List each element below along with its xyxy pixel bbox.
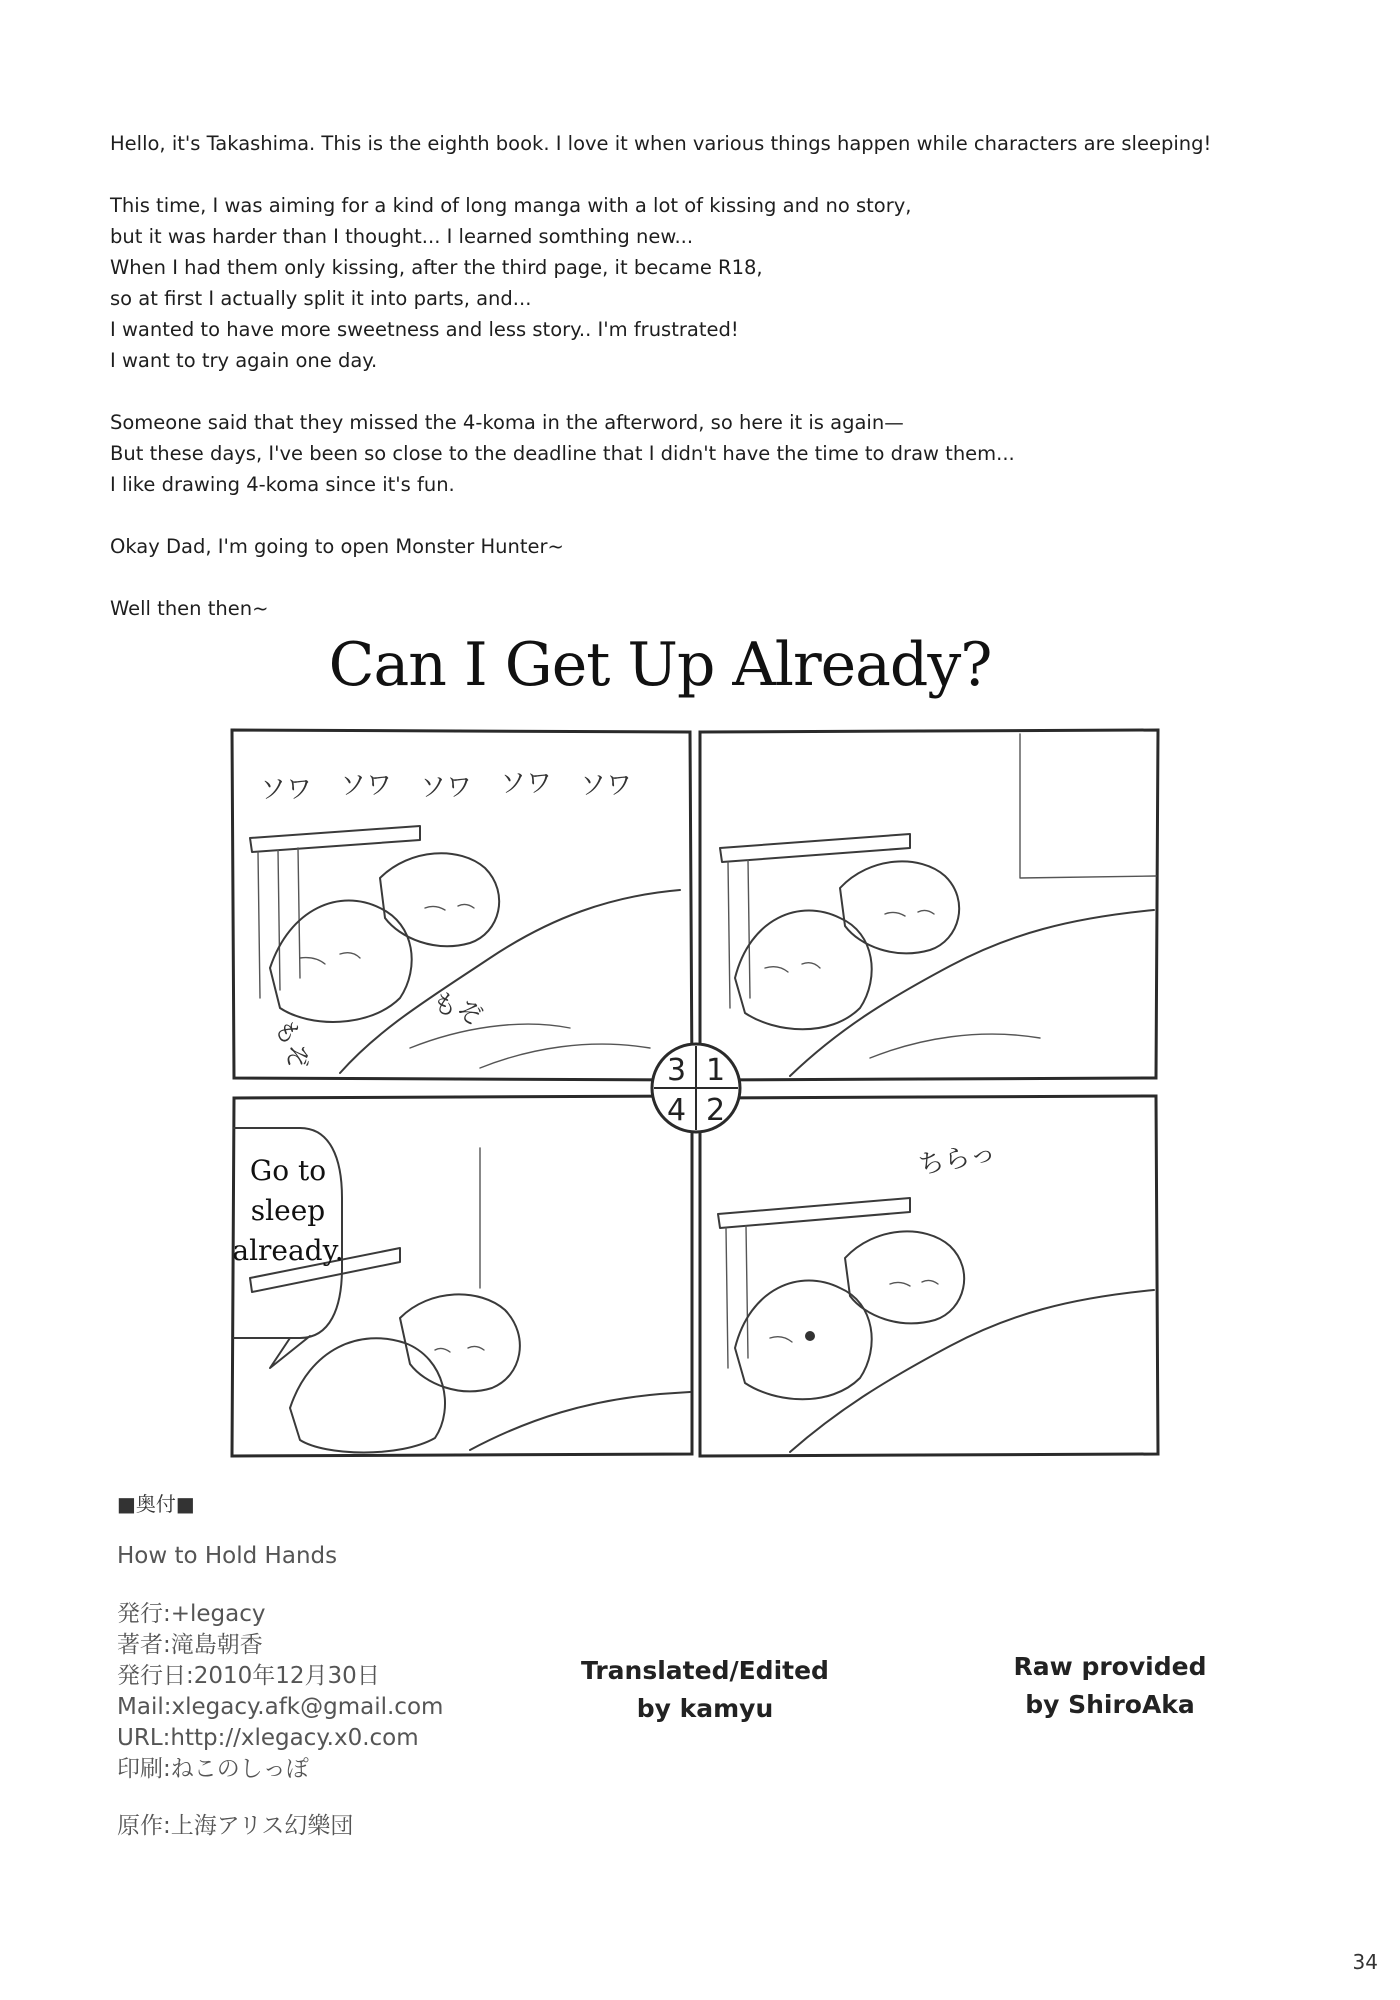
afterword-line: Okay Dad, I'm going to open Monster Hunter~ [110, 535, 564, 558]
afterword-line: This time, I was aiming for a kind of long manga with a lot of kissing and no story, [110, 194, 912, 217]
sfx-mozo: もぞ [427, 986, 487, 1033]
credit-line: by ShiroAka [1025, 1690, 1195, 1719]
sfx-sowa: ソワ [260, 775, 313, 805]
colophon-row: 著者:滝島朝香 [117, 1632, 263, 1658]
order-number: 4 [667, 1093, 687, 1128]
panel-4-frame [232, 1096, 692, 1456]
sfx-chira: ちらっ [916, 1137, 999, 1181]
panel-1-drawing [720, 734, 1156, 1076]
afterword-paragraph [110, 128, 1310, 159]
sfx-mozo: もぞ [268, 1015, 315, 1075]
sfx-sowa: ソワ [500, 769, 553, 799]
comic-title: Can I Get Up Already? [328, 630, 992, 700]
panel-4-drawing [232, 1128, 690, 1453]
afterword-line: I want to try again one day. [110, 349, 378, 372]
afterword-line: I like drawing 4-koma since it's fun. [110, 473, 455, 496]
panel-1-frame [700, 730, 1158, 1080]
afterword-line: I wanted to have more sweetness and less story.. I'm frustrated! [110, 318, 739, 341]
credit-line: Raw provided [1013, 1652, 1207, 1681]
speech-bubble-line: Go to [249, 1154, 327, 1187]
order-number: 1 [706, 1053, 726, 1088]
afterword-paragraph [110, 531, 1310, 562]
afterword-paragraph [110, 593, 1310, 624]
sfx-sowa: ソワ [420, 773, 473, 803]
four-panel-comic [230, 728, 1160, 1458]
colophon-row: URL:http://xlegacy.x0.com [117, 1725, 419, 1751]
speech-bubble-line: already. [232, 1234, 344, 1267]
colophon-row: 印刷:ねこのしっぽ [117, 1756, 309, 1782]
colophon-heading: ■奥付■ [117, 1492, 195, 1516]
afterword-line: Hello, it's Takashima. This is the eighth book. I love it when various things happen while characters are sleeping! [110, 132, 1212, 155]
book-title: How to Hold Hands [117, 1543, 338, 1569]
sfx-sowa: ソワ [580, 771, 633, 801]
raw-provider-credit [980, 1648, 1240, 1724]
afterword-paragraph [110, 407, 1310, 500]
afterword-line: Someone said that they missed the 4-koma in the afterword, so here it is again— [110, 411, 904, 434]
panel-order-circle [652, 1044, 740, 1132]
afterword-line: but it was harder than I thought... I learned somthing new... [110, 225, 694, 248]
afterword-paragraph [110, 190, 1310, 376]
afterword-line: Well then then~ [110, 597, 269, 620]
afterword-line: When I had them only kissing, after the third page, it became R18, [110, 256, 763, 279]
sfx-sowa: ソワ [340, 771, 393, 801]
original-work: 原作:上海アリス幻樂団 [117, 1813, 354, 1839]
panel-3-drawing [250, 769, 680, 1074]
translator-credit [560, 1652, 850, 1728]
speech-bubble-line: sleep [250, 1194, 326, 1227]
order-number: 3 [667, 1053, 687, 1088]
afterword-line: But these days, I've been so close to the deadline that I didn't have the time to draw them... [110, 442, 1015, 465]
comic-artwork [230, 728, 1160, 1458]
credit-line: by kamyu [636, 1694, 774, 1723]
page-number: 34 [1352, 1950, 1378, 1974]
order-number: 2 [706, 1093, 726, 1128]
colophon [117, 1488, 443, 1840]
credit-line: Translated/Edited [581, 1656, 829, 1685]
colophon-row: 発行日:2010年12月30日 [117, 1663, 380, 1689]
afterword-text [110, 128, 1310, 655]
colophon-row: 発行:+legacy [117, 1601, 266, 1627]
panel-2-drawing [718, 1138, 1154, 1452]
colophon-row: Mail:xlegacy.afk@gmail.com [117, 1694, 444, 1720]
afterword-line: so at first I actually split it into parts, and... [110, 287, 532, 310]
